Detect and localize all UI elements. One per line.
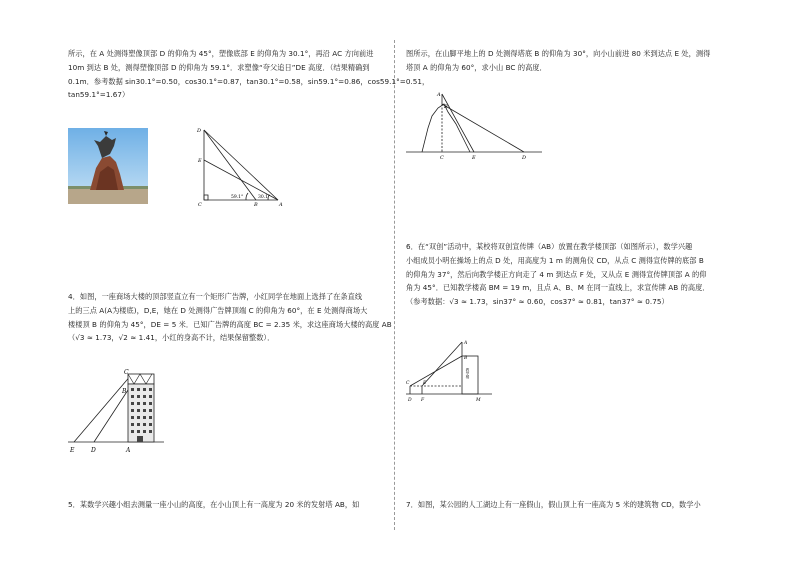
q6-line-1: 6．在“双创”活动中，某校将双创宣传牌（AB）放置在教学楼顶部（如图所示），数学兴趣 [406,242,693,251]
q6-label-c: C [406,381,410,386]
q4-label-b: B [122,388,127,395]
q3-line-1: 所示，在 A 处测得塑像顶部 D 的仰角为 45°，塑像底部 E 的仰角为 30.1°，再沿 AC 方向前进 [68,49,374,58]
q3-line-3: 0.1m．参考数据 sin30.1°=0.50，cos30.1°=0.87，tan30.1°=0.58，sin59.1°=0.86，cos59.1°=0.51， [68,76,430,86]
q5-text [68,498,386,512]
q5-cont-line-1: 图所示，在山脚平地上的 D 处测得塔底 B 的仰角为 30°，向小山前进 80 米到达点 E 处，测得 [406,49,711,58]
q4-text [68,290,392,345]
q3-label-b: B [254,202,258,208]
q4-label-c: C [124,369,129,376]
q5-cont-line-2: 塔顶 A 的仰角为 60°，求小山 BC 的高度． [406,62,547,72]
q4-line-4: （√3 ≈ 1.73，√2 ≈ 1.41，小红的身高不计，结果保留整数）． [68,333,275,343]
q5-label-b: B [444,104,448,110]
q6-line-2: 小组成员小明在操场上的点 D 处，用高度为 1 m 的测角仪 CD，从点 C 测得宣传牌的底部 B [406,255,704,265]
q6-label-a: A [464,341,468,346]
q6-line-5: （参考数据：√3 ≈ 1.73，sin37° ≈ 0.60，cos37° ≈ 0.81，tan37° ≈ 0.75） [406,297,669,307]
q6-line-4: 角为 45°．已知教学楼高 BM = 19 m，且点 A、B、M 在同一直线上，求宣传牌 AB 的高度． [406,283,710,293]
q5-label-d: D [522,155,527,161]
q3-line-4: tan59.1°=1.67） [68,90,130,100]
q6-label-b: B [464,356,468,361]
q7-text [406,498,724,512]
q6-label-e: E [423,381,427,386]
q3-label-a: A [279,202,283,208]
q7-line-1: 7．如图，某公园的人工湖边上有一座假山，假山顶上有一座高为 5 米的建筑物 CD，数学小 [406,500,701,509]
q3-figure [196,124,286,208]
q4-line-3: 楼楼顶 B 的仰角为 45°，DE = 5 米．已知广告牌的高度 BC = 2.35 米，求这座商场大楼的高度 AB [68,319,392,329]
q5-line-1: 5．某数学兴趣小组去测量一座小山的高度，在小山顶上有一高度为 20 米的发射塔 AB，如 [68,500,360,509]
q4-label-d: D [91,447,96,454]
q5-label-c: C [440,155,444,161]
q5-figure [404,88,544,164]
q6-label-d: D [408,398,412,403]
column-divider [394,40,395,530]
q6-line-3: 的仰角为 37°，然后向教学楼正方向走了 4 m 到达点 F 处，又从点 E 测得宣传牌顶部 A 的仰 [406,269,707,279]
q3-angle-30: 30.1° [258,195,271,200]
q4-line-2: 上的三点 A(A为楼底)，D,E，她在 D 处测得广告牌顶端 C 的仰角为 60°，在 E 处测得商场大 [68,305,368,315]
q3-angle-59: 59.1° [231,195,244,200]
q6-label-f: F [421,398,425,403]
q6-label-m: M [476,398,481,403]
q5-label-a: A [437,92,441,98]
q4-label-e: E [70,447,75,454]
statue-photo [68,128,148,204]
q5-cont-text [406,47,724,75]
q4-label-a: A [126,447,131,454]
q4-line-1: 4．如图，一座商场大楼的顶部竖直立有一个矩形广告牌，小红同学在地面上选择了在条直线 [68,292,363,301]
q3-label-c: C [198,202,202,208]
q4-figure [66,366,166,456]
q3-label-e: E [198,158,202,164]
q5-label-e: E [472,155,476,161]
q6-building-label: 教学楼 [466,368,470,379]
q3-label-d: D [197,128,202,134]
q6-figure [404,338,494,406]
q6-text [406,240,724,309]
q3-text [68,47,430,102]
q3-line-2: 10m 到达 B 处，测得塑像顶部 D 的仰角为 59.1°．求塑像“夸父追日”DE 高度．（结果精确到 [68,62,370,72]
